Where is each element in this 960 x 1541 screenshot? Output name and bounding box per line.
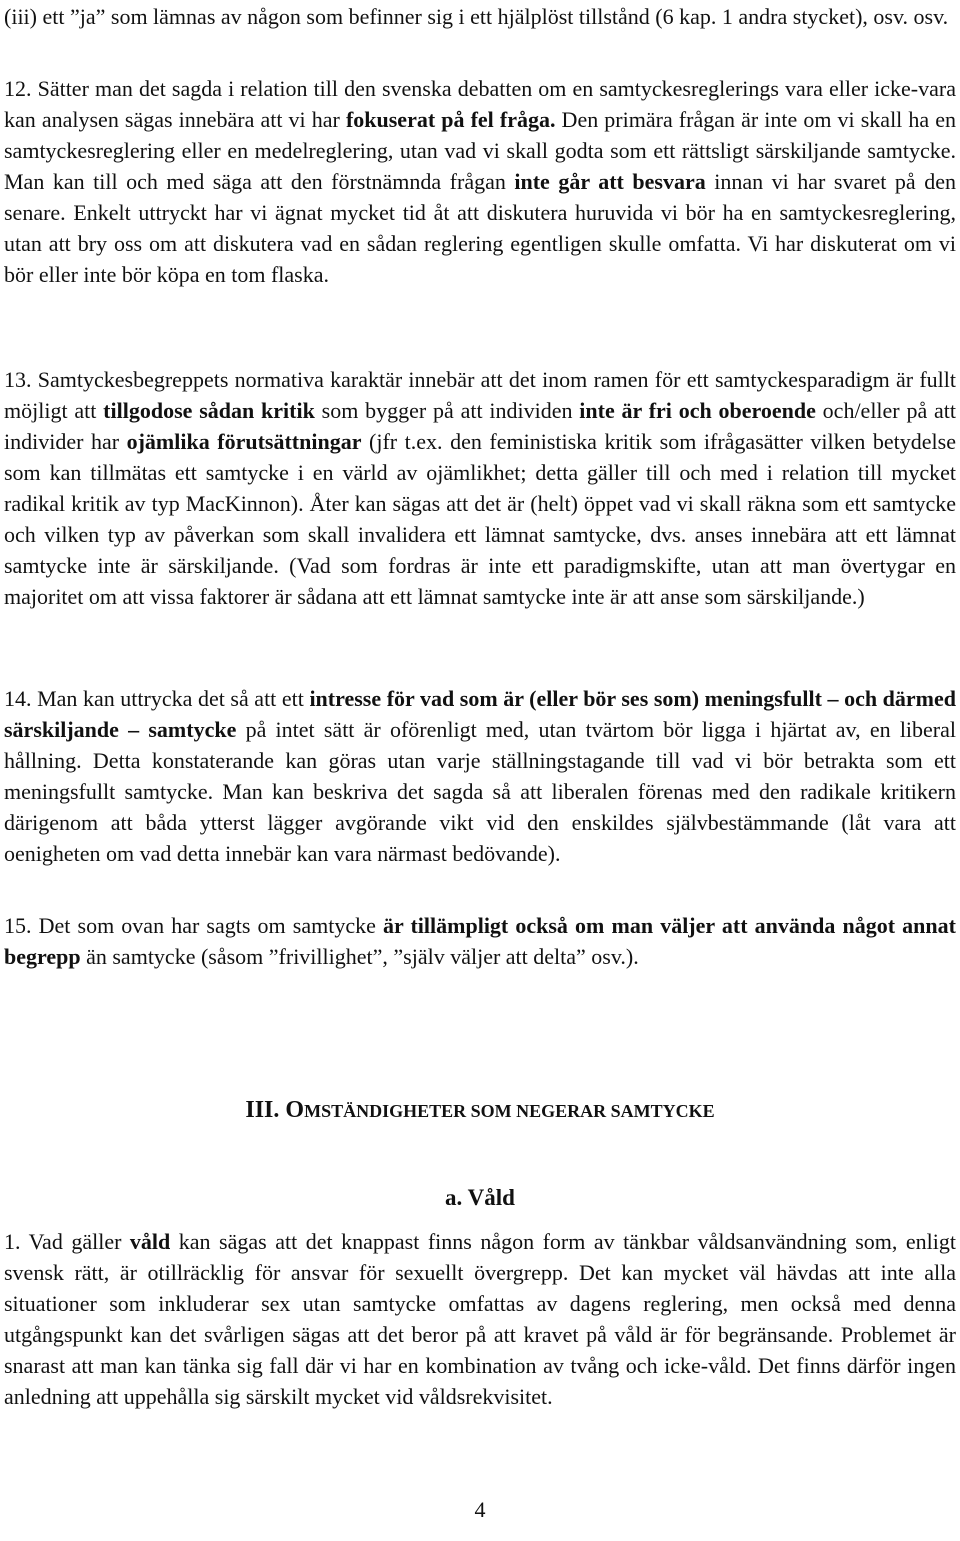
paragraph-vald-1-text-2: kan sägas att det knappast finns någon form av tänkbar våldsanvändning som, enligt svensk rätt, är otillräcklig för ansvar för sexuellt övergrepp. Det kan mycket väl hävdas att inte alla situationer som inkluderar sex utan samtycke omfattas av dagens reglering, men också med denna utgångspunkt kan det svårligen sägas att det beror på att kravet på våld är för begränsande. Problemet är snarast att man kan tänka sig fall där vi har en kombination av tvång och icke-våld. Det finns därför ingen anledning att uppehålla sig särskilt mycket vid våldsrekvisitet. bbox=[4, 1229, 956, 1409]
page-number: 4 bbox=[474, 1497, 486, 1522]
paragraph-13-bold-1: tillgodose sådan kritik bbox=[103, 398, 315, 423]
paragraph-13-text-3: och/eller på att individer har bbox=[4, 398, 956, 454]
paragraph-15 bbox=[4, 910, 956, 972]
paragraph-14-text-2: på intet sätt är oförenligt med, utan tvärtom bör ligga i hjärtat av, en liberal hållning. Detta konstaterande kan göras utan varje ställningstagande till vad vi bör betrakta som ett meningsfullt samtycke. Man kan beskriva det sagda så att liberalen förenas med den radikale kritikern därigenom att båda ytterst lägger avgörande vikt vid den enskildes självbestämmande (låt vara att oenigheten om vad detta innebär kan vara närmast bedövande). bbox=[4, 717, 957, 866]
paragraph-vald-1 bbox=[4, 1226, 956, 1412]
paragraph-13-text-4: (jfr t.ex. den feministiska kritik som ifrågasätter vilken betydelse som kan tillmätas ett samtycke i en värld av ojämlikhet; detta gäller till och med i relation till mycket radikal kritik av typ MacKinnon). Åter kan sägas att det är (helt) öppet vad vi skall räkna som ett samtycke och vilken typ av påverkan som skall invalidera ett lämnat samtycke, dvs. anses innebära att ett lämnat samtycke inte är särskiljande. (Vad som fordras är inte ett paradigmskifte, utan att man övertygar en majoritet om att vissa faktorer är sådana att ett lämnat samtycke inte är att anse som särskiljande.) bbox=[4, 429, 956, 609]
section-title-rest: MSTÄNDIGHETER SOM NEGERAR SAMTYCKE bbox=[304, 1101, 715, 1121]
paragraph-13-text-1: 13. Samtyckesbegreppets normativa karaktär innebär att det inom ramen för ett samtyckesparadigm är fullt möjligt att bbox=[4, 367, 956, 423]
section-title-initial: O bbox=[285, 1097, 305, 1123]
paragraph-13-text-2: som bygger på att individen bbox=[314, 398, 580, 423]
paragraph-15-text-2: än samtycke (såsom ”frivillighet”, ”själv väljer att delta” osv.). bbox=[80, 944, 639, 969]
paragraph-13-bold-2: inte är fri och oberoende bbox=[579, 398, 816, 423]
paragraph-12-text-1: 12. Sätter man det sagda i relation till den svenska debatten om en samtyckesreglerings vara eller icke-vara kan analysen sägas innebära att vi har bbox=[4, 76, 956, 132]
section-number: III. bbox=[245, 1097, 280, 1123]
paragraph-15-bold-1: är tillämpligt också om man väljer att använda något annat begrepp bbox=[4, 913, 956, 969]
paragraph-13 bbox=[4, 364, 956, 612]
paragraph-14 bbox=[4, 683, 956, 869]
paragraph-12-text-2: Den primära frågan är inte om vi skall ha en samtyckesreglering eller en medelreglering, utan vad vi skall godta som ett rättsligt särskiljande samtycke. Man kan till och med säga att den förstnämnda frågan bbox=[4, 107, 957, 194]
paragraph-iii bbox=[4, 1, 956, 32]
paragraph-14-bold-1: intresse för vad som är (eller bör ses som) meningsfullt – och därmed särskiljande – samtycke bbox=[4, 686, 957, 742]
paragraph-vald-1-text-1: 1. Vad gäller bbox=[4, 1229, 130, 1254]
subsection-heading: a. Våld bbox=[445, 1185, 515, 1210]
paragraph-12-bold-1: fokuserat på fel fråga. bbox=[345, 107, 556, 132]
paragraph-12-text-3: innan vi har svaret på den senare. Enkelt uttryckt har vi ägnat mycket tid åt att diskutera huruvida vi bör ha en samtyckesreglering, utan att bry oss om att diskutera vad en sådan reglering egentligen skulle omfatta. Vi har diskuterat om vi bör eller inte bör köpa en tom flaska. bbox=[4, 169, 956, 287]
paragraph-14-text-1: 14. Man kan uttrycka det så att ett bbox=[4, 686, 310, 711]
paragraph-12 bbox=[4, 73, 956, 290]
paragraph-vald-1-bold-1: våld bbox=[129, 1229, 171, 1254]
paragraph-13-bold-3: ojämlika förutsättningar bbox=[126, 429, 362, 454]
paragraph-iii-text: (iii) ett ”ja” som lämnas av någon som befinner sig i ett hjälplöst tillstånd (6 kap. 1 andra stycket), osv. osv. bbox=[4, 4, 949, 29]
paragraph-12-bold-2: inte går att besvara bbox=[514, 169, 706, 194]
paragraph-15-text-1: 15. Det som ovan har sagts om samtycke bbox=[4, 913, 383, 938]
section-heading bbox=[4, 1093, 956, 1128]
